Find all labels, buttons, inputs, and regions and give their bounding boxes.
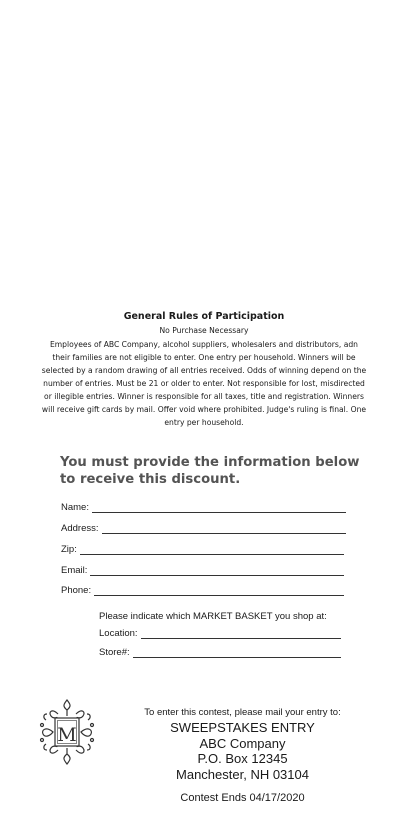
logo-letter: M <box>57 724 77 746</box>
name-field[interactable] <box>61 502 346 513</box>
location-label: Location: <box>99 628 138 639</box>
zip-label: Zip: <box>61 544 77 555</box>
mail-line-2: ABC Company <box>199 735 286 751</box>
location-line[interactable] <box>141 629 341 639</box>
ornamental-m-monogram-icon <box>38 696 96 768</box>
address-label: Address: <box>61 523 99 534</box>
contest-end-date: Contest Ends 04/17/2020 <box>180 792 305 804</box>
location-field[interactable] <box>99 628 341 639</box>
name-label: Name: <box>61 502 89 513</box>
address-line[interactable] <box>102 524 347 534</box>
mail-intro: To enter this contest, please mail your entry to: <box>144 707 341 718</box>
email-label: Email: <box>61 565 88 576</box>
rules-body: Employees of ABC Company, alcohol suppliers, wholesalers and distributors, adn their families are not eligible to enter. One entry per household. Winners will be selected by a random drawing of all entries received. Odds of winning depend on the number of entries. Must be 21 or older to enter. Not responsible for lost, misdirected or illegible entries. Winner is responsible for all taxes, title and registration. Winners will receive gift cards by mail. Offer void where prohibited. Judge's ruling is final. One entry per household. <box>41 340 367 427</box>
phone-label: Phone: <box>61 585 92 596</box>
address-field[interactable] <box>61 523 346 534</box>
phone-line[interactable] <box>94 586 344 596</box>
store-field[interactable] <box>99 647 341 658</box>
store-label: Store#: <box>99 647 130 658</box>
mail-line-4: Manchester, NH 03104 <box>176 766 309 782</box>
rules-section <box>40 311 368 429</box>
mail-line-1: SWEEPSTAKES ENTRY <box>170 720 315 735</box>
store-line[interactable] <box>133 648 341 658</box>
mailing-info <box>130 707 355 804</box>
phone-field[interactable] <box>61 585 344 596</box>
rules-title: General Rules of Participation <box>123 311 285 322</box>
email-line[interactable] <box>90 566 344 576</box>
shop-prompt: Please indicate which MARKET BASKET you shop at: <box>99 611 327 622</box>
zip-line[interactable] <box>80 545 344 555</box>
mail-line-3: P.O. Box 12345 <box>197 751 288 766</box>
form-headline: You must provide the information below to receive this discount. <box>60 455 360 487</box>
email-field[interactable] <box>61 565 344 576</box>
zip-field[interactable] <box>61 544 344 555</box>
name-line[interactable] <box>92 503 346 513</box>
rules-subtitle: No Purchase Necessary <box>159 326 249 335</box>
